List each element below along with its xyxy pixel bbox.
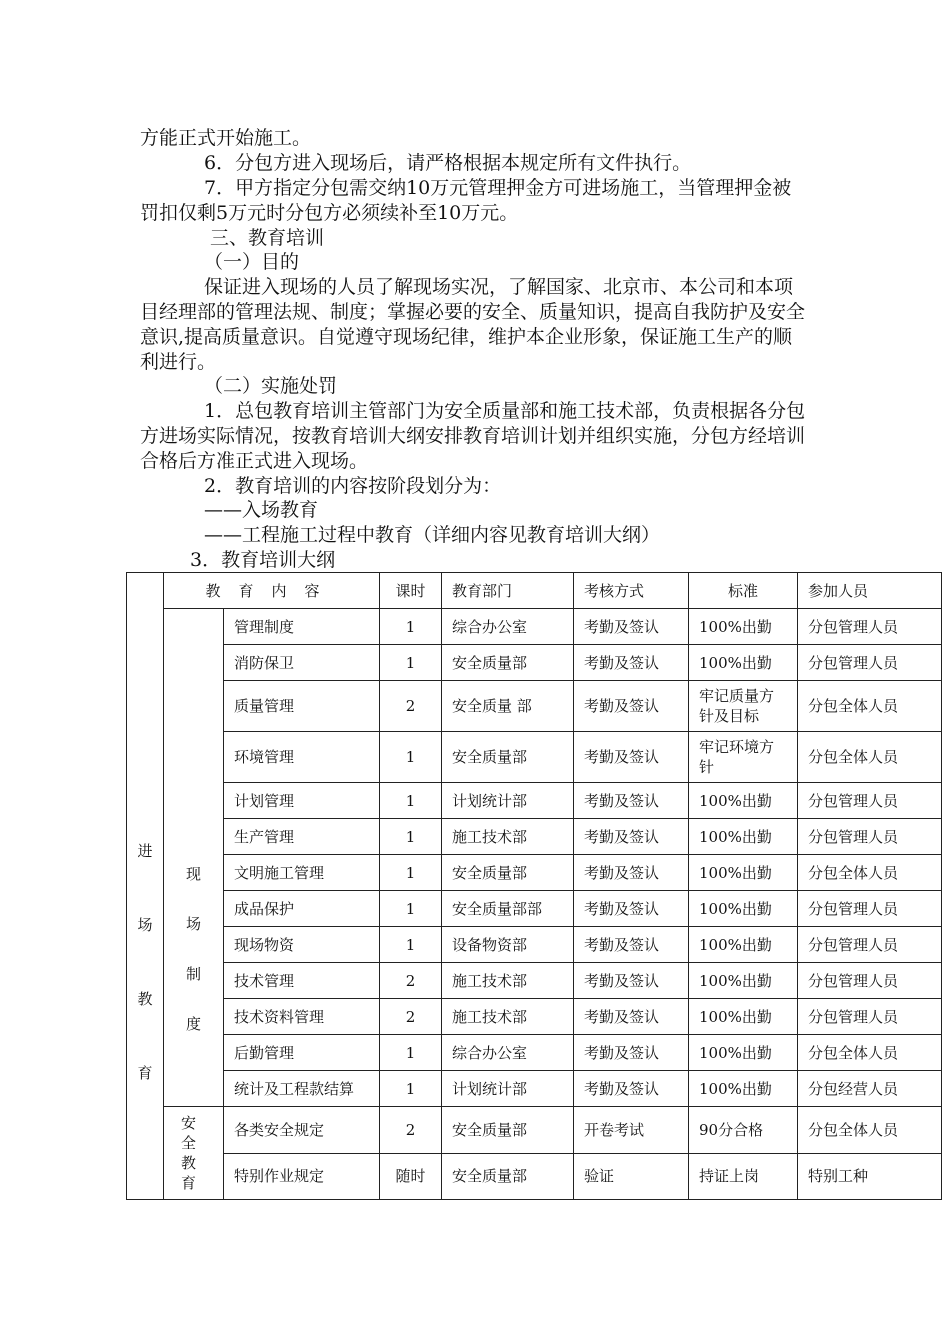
table-row (127, 999, 942, 1035)
cell-method: 考勤及签认 (574, 1035, 689, 1071)
table-row (127, 732, 942, 783)
table-row (127, 963, 942, 999)
cell-hours: 1 (380, 1035, 442, 1071)
cell-item: 环境管理 (224, 732, 380, 783)
cell-hours: 1 (380, 819, 442, 855)
cell-participants: 分包管理人员 (798, 999, 942, 1035)
cell-item: 成品保护 (224, 891, 380, 927)
cell-method: 考勤及签认 (574, 927, 689, 963)
cell-dept: 安全质量部 (442, 1153, 574, 1200)
group-safety-education: 安全教育 (164, 1107, 224, 1200)
implementation-item-2: 2．教育培训的内容按阶段划分为： (204, 475, 502, 497)
cell-standard: 100%出勤 (689, 891, 798, 927)
cell-standard: 100%出勤 (689, 609, 798, 645)
cell-dept: 计划统计部 (442, 1071, 574, 1107)
cell-dept: 安全质量部 (442, 645, 574, 681)
group-site-rules: 现 场 制 度 (164, 609, 224, 1107)
table-row (127, 855, 942, 891)
cell-participants: 分包全体人员 (798, 732, 942, 783)
cell-dept: 施工技术部 (442, 963, 574, 999)
cell-dept: 安全质量 部 (442, 681, 574, 732)
cell-item: 各类安全规定 (224, 1107, 380, 1154)
table-row (127, 1153, 942, 1200)
cell-hours: 2 (380, 681, 442, 732)
cell-hours: 1 (380, 855, 442, 891)
outline-heading: 3．教育培训大纲 (190, 549, 336, 571)
cell-method: 考勤及签认 (574, 963, 689, 999)
cell-method: 考勤及签认 (574, 732, 689, 783)
stage-entry-education: ——入场教育 (204, 499, 319, 521)
stage-construction-education: ——工程施工过程中教育（详细内容见教育培训大纲） (204, 524, 661, 546)
cell-participants: 分包管理人员 (798, 891, 942, 927)
table-row (127, 783, 942, 819)
cell-hours: 1 (380, 1071, 442, 1107)
cell-standard: 100%出勤 (689, 1035, 798, 1071)
cell-standard: 100%出勤 (689, 1071, 798, 1107)
cell-hours: 1 (380, 732, 442, 783)
cell-participants: 分包管理人员 (798, 819, 942, 855)
cell-hours: 1 (380, 783, 442, 819)
cell-item: 统计及工程款结算 (224, 1071, 380, 1107)
cell-dept: 安全质量部 (442, 1107, 574, 1154)
group-entry-education: 进 场 教 育 (127, 573, 164, 1200)
cell-item: 计划管理 (224, 783, 380, 819)
cell-hours: 1 (380, 891, 442, 927)
cell-item: 文明施工管理 (224, 855, 380, 891)
purpose-paragraph: 保证进入现场的人员了解现场实况，了解国家、北京市、本公司和本项目经理部的管理法规、制度；掌握必要的安全、质量知识，提高自我防护及安全意识,提高质量意识。自觉遵守现场纪律，维护本企业形象，保证施工生产的顺利进行。 (140, 276, 806, 373)
cell-standard: 100%出勤 (689, 927, 798, 963)
cell-hours: 随时 (380, 1153, 442, 1200)
clause-6: 6．分包方进入现场后，请严格根据本规定所有文件执行。 (204, 152, 692, 174)
cell-participants: 分包管理人员 (798, 645, 942, 681)
cell-method: 考勤及签认 (574, 609, 689, 645)
cell-method: 验证 (574, 1153, 689, 1200)
cell-standard: 100%出勤 (689, 783, 798, 819)
cell-item: 质量管理 (224, 681, 380, 732)
cell-hours: 1 (380, 609, 442, 645)
cell-dept: 施工技术部 (442, 819, 574, 855)
training-outline-table (126, 572, 942, 1200)
cell-hours: 1 (380, 927, 442, 963)
subheading-implementation: （二）实施处罚 (204, 375, 338, 397)
header-content: 教育内容 (164, 573, 380, 609)
header-hours: 课时 (380, 573, 442, 609)
subheading-purpose: （一）目的 (204, 251, 300, 273)
header-participants: 参加人员 (798, 573, 942, 609)
cell-standard: 90分合格 (689, 1107, 798, 1154)
cell-item: 生产管理 (224, 819, 380, 855)
cell-hours: 2 (380, 1107, 442, 1154)
table-header-row (127, 573, 942, 609)
table-row (127, 1107, 942, 1154)
cell-dept: 安全质量部 (442, 732, 574, 783)
cell-method: 考勤及签认 (574, 891, 689, 927)
cell-item: 技术资料管理 (224, 999, 380, 1035)
cell-participants: 分包管理人员 (798, 609, 942, 645)
cell-method: 考勤及签认 (574, 681, 689, 732)
cell-participants: 分包管理人员 (798, 783, 942, 819)
cell-standard: 100%出勤 (689, 855, 798, 891)
cell-dept: 施工技术部 (442, 999, 574, 1035)
header-method: 考核方式 (574, 573, 689, 609)
section-heading-education: 三、教育培训 (210, 227, 325, 249)
cell-participants: 分包全体人员 (798, 1035, 942, 1071)
cell-participants: 分包经营人员 (798, 1071, 942, 1107)
cell-item: 后勤管理 (224, 1035, 380, 1071)
cell-hours: 1 (380, 645, 442, 681)
cell-participants: 分包全体人员 (798, 855, 942, 891)
cell-method: 考勤及签认 (574, 855, 689, 891)
table-row (127, 645, 942, 681)
cell-hours: 2 (380, 999, 442, 1035)
cell-participants: 分包管理人员 (798, 963, 942, 999)
cell-participants: 分包全体人员 (798, 1107, 942, 1154)
cell-method: 考勤及签认 (574, 645, 689, 681)
cell-hours: 2 (380, 963, 442, 999)
implementation-item-1: 1．总包教育培训主管部门为安全质量部和施工技术部，负责根据各分包方进场实际情况，按教育培训大纲安排教育培训计划并组织实施，分包方经培训合格后方准正式进入现场。 (140, 400, 806, 472)
clause-7: 7．甲方指定分包需交纳10万元管理押金方可进场施工，当管理押金被罚扣仅剩5万元时分包方必须续补至10万元。 (140, 177, 792, 224)
cell-item: 现场物资 (224, 927, 380, 963)
cell-item: 技术管理 (224, 963, 380, 999)
cell-dept: 综合办公室 (442, 609, 574, 645)
cell-item: 消防保卫 (224, 645, 380, 681)
cell-standard: 100%出勤 (689, 963, 798, 999)
table-row (127, 1071, 942, 1107)
table-row (127, 819, 942, 855)
table-row (127, 681, 942, 732)
table-row (127, 609, 942, 645)
cell-participants: 分包管理人员 (798, 927, 942, 963)
cell-dept: 设备物资部 (442, 927, 574, 963)
cell-standard: 牢记环境方针 (689, 732, 798, 783)
cell-standard: 牢记质量方针及目标 (689, 681, 798, 732)
cell-standard: 100%出勤 (689, 645, 798, 681)
cell-dept: 安全质量部 (442, 855, 574, 891)
cell-method: 考勤及签认 (574, 819, 689, 855)
cell-item: 管理制度 (224, 609, 380, 645)
cell-standard: 100%出勤 (689, 999, 798, 1035)
table-row (127, 891, 942, 927)
header-standard: 标准 (689, 573, 798, 609)
paragraph-continuation: 方能正式开始施工。 (140, 127, 312, 149)
cell-method: 考勤及签认 (574, 1071, 689, 1107)
cell-dept: 计划统计部 (442, 783, 574, 819)
cell-participants: 特别工种 (798, 1153, 942, 1200)
cell-item: 特别作业规定 (224, 1153, 380, 1200)
cell-method: 考勤及签认 (574, 783, 689, 819)
cell-dept: 综合办公室 (442, 1035, 574, 1071)
cell-standard: 持证上岗 (689, 1153, 798, 1200)
table-row (127, 927, 942, 963)
cell-method: 考勤及签认 (574, 999, 689, 1035)
cell-participants: 分包全体人员 (798, 681, 942, 732)
cell-standard: 100%出勤 (689, 819, 798, 855)
header-dept: 教育部门 (442, 573, 574, 609)
cell-method: 开卷考试 (574, 1107, 689, 1154)
cell-dept: 安全质量部部 (442, 891, 574, 927)
table-row (127, 1035, 942, 1071)
